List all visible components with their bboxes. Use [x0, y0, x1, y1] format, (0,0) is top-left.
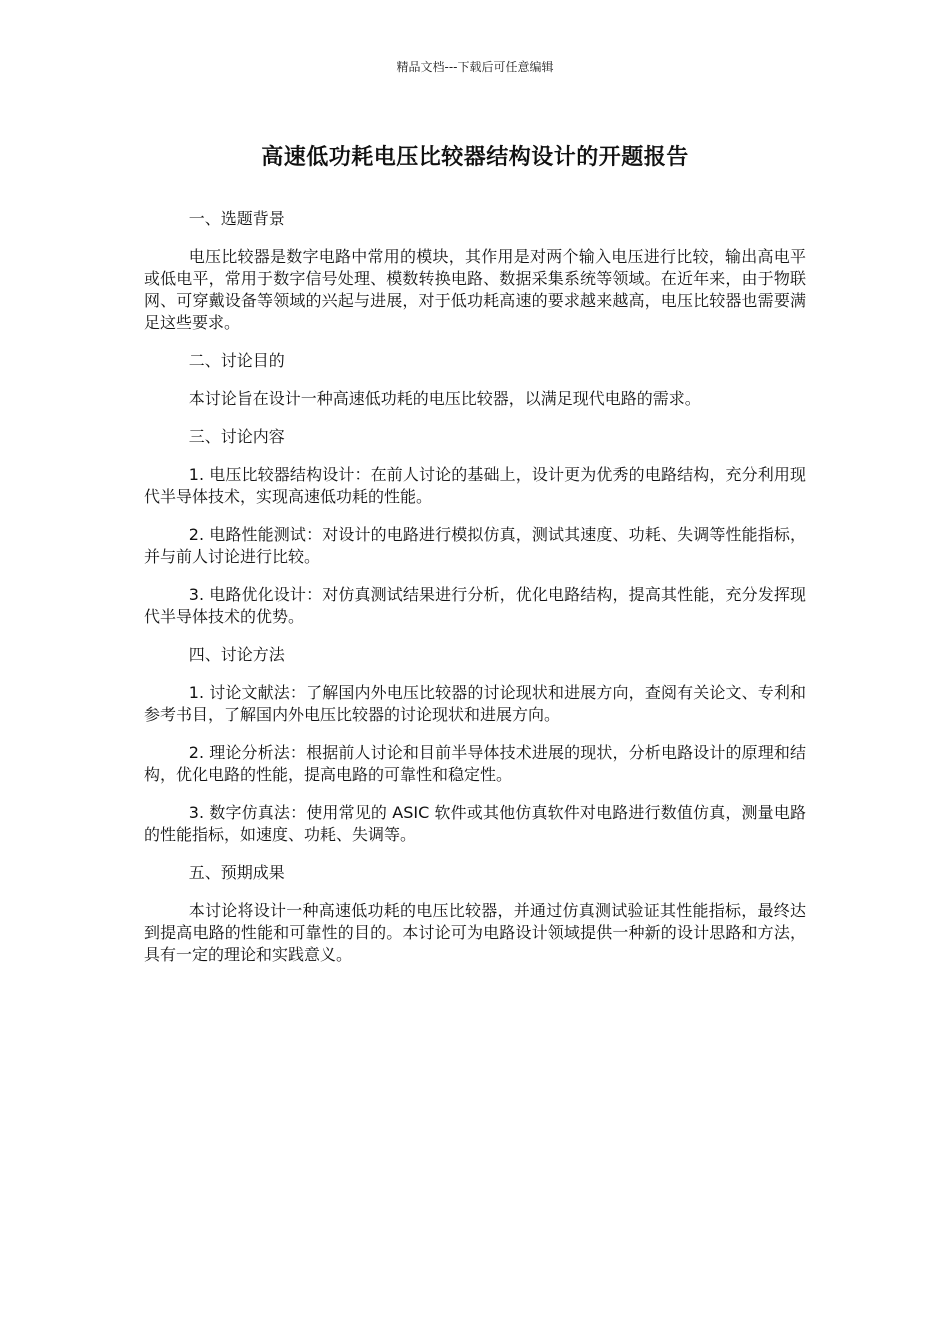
section-background: [144, 208, 806, 334]
document-body: [144, 208, 806, 982]
list-item: 3. 数字仿真法：使用常见的 ASIC 软件或其他仿真软件对电路进行数值仿真，测量电路的性能指标，如速度、功耗、失调等。: [144, 803, 806, 844]
list-item: 2. 理论分析法：根据前人讨论和目前半导体技术进展的现状，分析电路设计的原理和结构，优化电路的性能，提高电路的可靠性和稳定性。: [144, 743, 806, 784]
paragraph: 电压比较器是数字电路中常用的模块，其作用是对两个输入电压进行比较，输出高电平或低电平，常用于数字信号处理、模数转换电路、数据采集系统等领域。在近年来，由于物联网、可穿戴设备等领域的兴起与进展，对于低功耗高速的要求越来越高，电压比较器也需要满足这些要求。: [144, 247, 806, 332]
paragraph: 本讨论旨在设计一种高速低功耗的电压比较器，以满足现代电路的需求。: [188, 389, 701, 408]
section-heading: 三、讨论内容: [188, 427, 285, 446]
list-item: 2. 电路性能测试：对设计的电路进行模拟仿真，测试其速度、功耗、失调等性能指标，并与前人讨论进行比较。: [144, 525, 806, 566]
document-title: 高速低功耗电压比较器结构设计的开题报告: [261, 145, 689, 170]
header-note: 精品文档---下载后可任意编辑: [396, 60, 554, 74]
section-expected-results: [144, 862, 806, 966]
list-item: 3. 电路优化设计：对仿真测试结果进行分析，优化电路结构，提高其性能，充分发挥现代半导体技术的优势。: [144, 585, 806, 626]
section-content: [144, 426, 806, 628]
section-heading: 四、讨论方法: [188, 645, 285, 664]
list-item: 1. 讨论文献法：了解国内外电压比较器的讨论现状和进展方向，查阅有关论文、专利和参考书目，了解国内外电压比较器的讨论现状和进展方向。: [144, 683, 806, 724]
paragraph: 本讨论将设计一种高速低功耗的电压比较器，并通过仿真测试验证其性能指标，最终达到提高电路的性能和可靠性的目的。本讨论可为电路设计领域提供一种新的设计思路和方法，具有一定的理论和实践意义。: [144, 901, 806, 964]
section-heading: 五、预期成果: [188, 863, 285, 882]
section-purpose: [144, 350, 806, 410]
section-methods: [144, 644, 806, 846]
section-heading: 一、选题背景: [188, 209, 285, 228]
list-item: 1. 电压比较器结构设计：在前人讨论的基础上，设计更为优秀的电路结构，充分利用现代半导体技术，实现高速低功耗的性能。: [144, 465, 806, 506]
section-heading: 二、讨论目的: [188, 351, 285, 370]
